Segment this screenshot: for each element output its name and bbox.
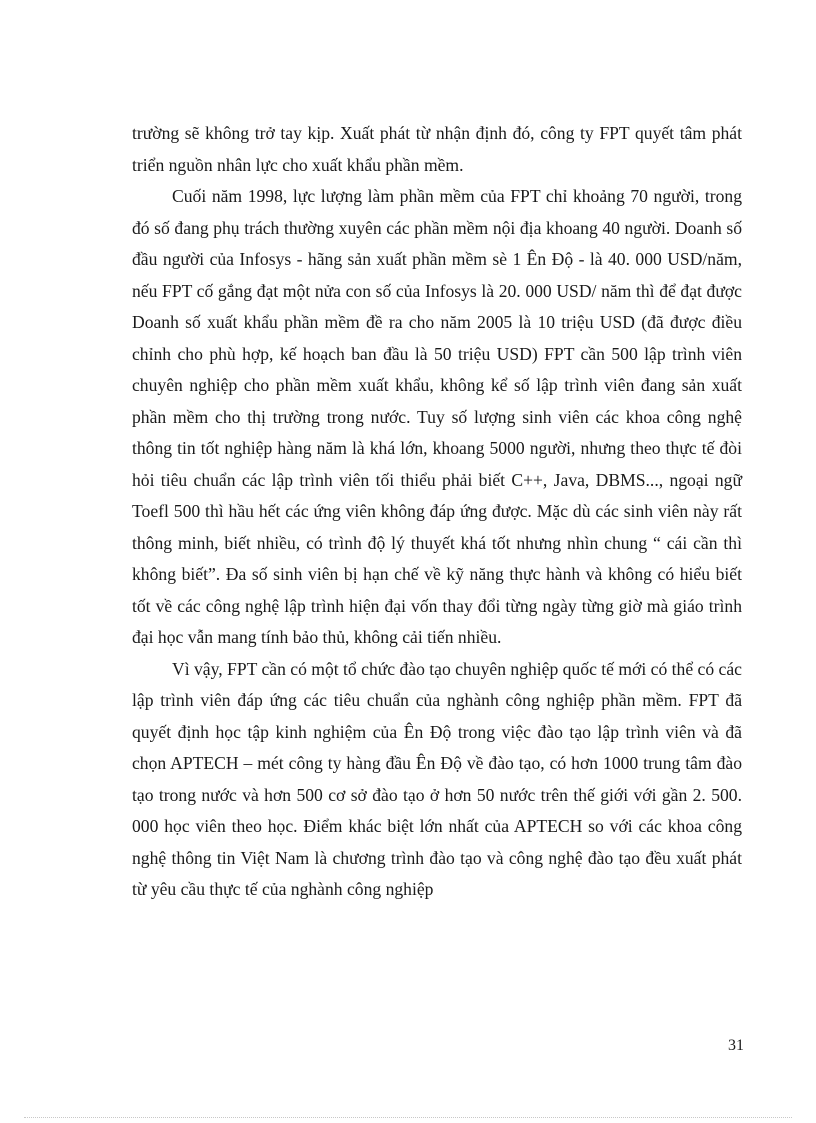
page-bottom-edge	[24, 1117, 792, 1118]
page-number: 31	[728, 1037, 744, 1054]
paragraph-continuation: trường sẽ không trở tay kịp. Xuất phát từ nhận định đó, công ty FPT quyết tâm phát triển nguồn nhân lực cho xuất khẩu phần mềm.	[132, 123, 742, 175]
paragraph-fpt-workforce: Cuối năm 1998, lực lượng làm phần mềm của FPT chỉ khoảng 70 người, trong đó số đang phụ trách thường xuyên các phần mềm nội địa khoang 40 người. Doanh số đầu người của Infosys - hãng sản xuất phần mềm sè 1 Ên Độ - là 40. 000 USD/năm, nếu FPT cố gắng đạt một nửa con số của Infosys là 20. 000 USD/ năm thì để đạt được Doanh số xuất khẩu phần mềm đề ra cho năm 2005 là 10 triệu USD (đã được điều chỉnh cho phù hợp, kế hoạch ban đầu là 50 triệu USD) FPT cần 500 lập trình viên chuyên nghiệp cho phần mềm xuất khẩu, không kể số lập trình viên đang sản xuất phần mềm cho thị trường trong nước. Tuy số lượng sinh viên các khoa công nghệ thông tin tốt nghiệp hàng năm là khá lớn, khoang 5000 người, nhưng theo thực tế đòi hỏi tiêu chuẩn các lập trình viên tối thiểu phải biết C++, Java, DBMS..., ngoại ngữ Toefl 500 thì hầu hết các ứng viên không đáp ứng được. Mặc dù các sinh viên này rất thông minh, biết nhiều, có trình độ lý thuyết khá tốt nhưng nhìn chung “ cái cần thì không biết”. Đa số sinh viên bị hạn chế về kỹ năng thực hành và không có hiểu biết tốt về các công nghệ lập trình hiện đại vốn thay đổi từng ngày từng giờ mà giáo trình đại học vẫn mang tính bảo thủ, không cải tiến nhiều.	[132, 186, 742, 647]
body-text	[132, 118, 742, 906]
paragraph-aptech-choice: Vì vậy, FPT cần có một tổ chức đào tạo chuyên nghiệp quốc tế mới có thể có các lập trình viên đáp ứng các tiêu chuẩn của nghành công nghiệp phần mềm. FPT đã quyết định học tập kinh nghiệm của Ên Độ trong việc đào tạo lập trình viên và đã chọn APTECH – mét công ty hàng đầu Ên Độ về đào tạo, có hơn 1000 trung tâm đào tạo trong nước và hơn 500 cơ sở đào tạo ở hơn 50 nước trên thế giới với gần 2. 500. 000 học viên theo học. Điểm khác biệt lớn nhất của APTECH so với các khoa công nghệ thông tin Việt Nam là chương trình đào tạo và công nghệ đào tạo đều xuất phát từ yêu cầu thực tế của nghành công nghiệp	[132, 658, 742, 899]
